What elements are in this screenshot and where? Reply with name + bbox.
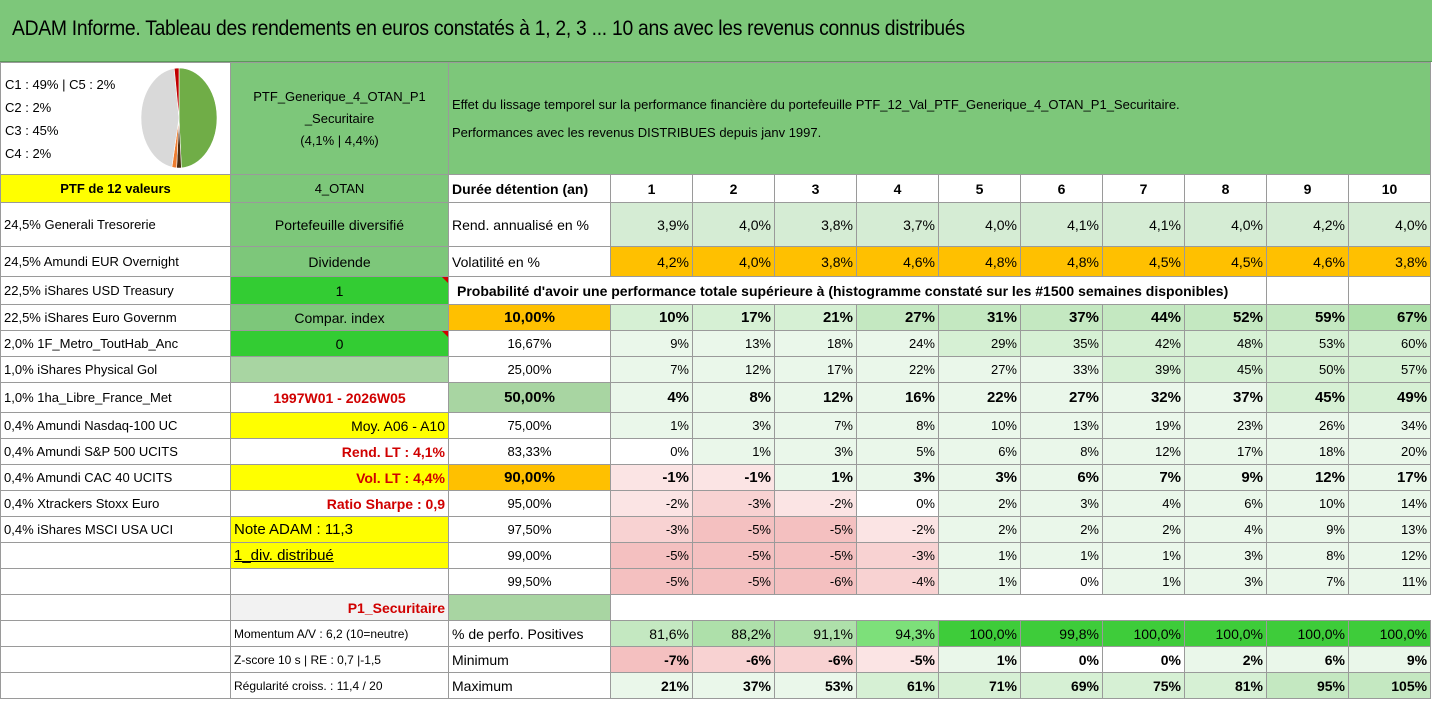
- positives-value[interactable]: 100,0%: [1267, 621, 1349, 647]
- year-header[interactable]: 2: [693, 175, 775, 203]
- proba-value[interactable]: 7%: [775, 413, 857, 439]
- proba-value[interactable]: 23%: [1185, 413, 1267, 439]
- proba-value[interactable]: 1%: [693, 439, 775, 465]
- proba-value[interactable]: 60%: [1349, 331, 1431, 357]
- table-row: [1, 543, 1431, 569]
- minimum-value[interactable]: -6%: [693, 647, 775, 673]
- proba-value[interactable]: 2%: [1103, 517, 1185, 543]
- proba-value[interactable]: 12%: [775, 383, 857, 413]
- duration-label[interactable]: Durée détention (an): [449, 175, 611, 203]
- vol-value[interactable]: 4,8%: [1021, 247, 1103, 277]
- vol-value[interactable]: 4,6%: [1267, 247, 1349, 277]
- proba-value[interactable]: 53%: [1267, 331, 1349, 357]
- proba-value[interactable]: 2%: [939, 517, 1021, 543]
- rend-value[interactable]: 3,9%: [611, 203, 693, 247]
- proba-value[interactable]: 9%: [1267, 517, 1349, 543]
- proba-value[interactable]: 18%: [775, 331, 857, 357]
- proba-value[interactable]: 2%: [939, 491, 1021, 517]
- portfolio-name-line1: PTF_Generique_4_OTAN_P1: [253, 88, 426, 104]
- maximum-value[interactable]: 75%: [1103, 673, 1185, 699]
- year-header[interactable]: 9: [1267, 175, 1349, 203]
- proba-value[interactable]: 8%: [693, 383, 775, 413]
- rend-value[interactable]: 4,0%: [1349, 203, 1431, 247]
- minimum-value[interactable]: -7%: [611, 647, 693, 673]
- proba-threshold[interactable]: 83,33%: [449, 439, 611, 465]
- pie-slice-c3: [141, 68, 179, 167]
- maximum-value[interactable]: 81%: [1185, 673, 1267, 699]
- year-header[interactable]: 4: [857, 175, 939, 203]
- year-header[interactable]: 8: [1185, 175, 1267, 203]
- maximum-value[interactable]: 37%: [693, 673, 775, 699]
- proba-value[interactable]: 1%: [939, 569, 1021, 595]
- year-header[interactable]: 5: [939, 175, 1021, 203]
- proba-value[interactable]: 67%: [1349, 305, 1431, 331]
- pie-chart: [139, 66, 219, 170]
- proba-threshold[interactable]: 97,50%: [449, 517, 611, 543]
- proba-value[interactable]: -2%: [775, 491, 857, 517]
- proba-value[interactable]: 9%: [611, 331, 693, 357]
- proba-value[interactable]: 12%: [1267, 465, 1349, 491]
- minimum-value[interactable]: 6%: [1267, 647, 1349, 673]
- table-row: [1, 203, 1431, 247]
- year-header[interactable]: 3: [775, 175, 857, 203]
- maximum-value[interactable]: 71%: [939, 673, 1021, 699]
- proba-value[interactable]: 42%: [1103, 331, 1185, 357]
- proba-value[interactable]: 0%: [857, 491, 939, 517]
- proba-value[interactable]: 3%: [939, 465, 1021, 491]
- proba-value[interactable]: 3%: [1185, 543, 1267, 569]
- proba-value[interactable]: 33%: [1021, 357, 1103, 383]
- rend-value[interactable]: 4,2%: [1267, 203, 1349, 247]
- proba-value[interactable]: 21%: [775, 305, 857, 331]
- table-row: [1, 517, 1431, 543]
- proba-value[interactable]: 48%: [1185, 331, 1267, 357]
- table-row: [1, 647, 1431, 673]
- proba-value[interactable]: 12%: [1103, 439, 1185, 465]
- proba-value[interactable]: 1%: [611, 413, 693, 439]
- maximum-value[interactable]: 53%: [775, 673, 857, 699]
- proba-threshold[interactable]: 50,00%: [449, 383, 611, 413]
- positives-value[interactable]: 100,0%: [939, 621, 1021, 647]
- proba-threshold[interactable]: 99,00%: [449, 543, 611, 569]
- pie-cell[interactable]: [1, 63, 231, 175]
- proba-value[interactable]: 39%: [1103, 357, 1185, 383]
- proba-value[interactable]: 7%: [611, 357, 693, 383]
- portfolio-name-line2: _Securitaire: [304, 110, 375, 126]
- compar-value[interactable]: 0: [231, 331, 449, 357]
- minimum-value[interactable]: 1%: [939, 647, 1021, 673]
- proba-value[interactable]: 12%: [1349, 543, 1431, 569]
- proba-value[interactable]: 0%: [1021, 569, 1103, 595]
- proba-value[interactable]: 10%: [1267, 491, 1349, 517]
- holding-item[interactable]: 22,5% iShares USD Treasury: [1, 277, 231, 305]
- holding-item[interactable]: 0,4% Amundi Nasdaq-100 UC: [1, 413, 231, 439]
- dividend-value[interactable]: 1: [231, 277, 449, 305]
- rend-value[interactable]: 3,7%: [857, 203, 939, 247]
- proba-value[interactable]: 27%: [939, 357, 1021, 383]
- proba-value[interactable]: 50%: [1267, 357, 1349, 383]
- proba-value[interactable]: 17%: [693, 305, 775, 331]
- proba-label[interactable]: Probabilité d'avoir une performance totale supérieure à (histogramme constaté sur les #1500 semaines disponibles): [449, 277, 1267, 305]
- positives-value[interactable]: 91,1%: [775, 621, 857, 647]
- proba-value[interactable]: 44%: [1103, 305, 1185, 331]
- portfolio-name-cell[interactable]: [231, 63, 449, 175]
- proba-value[interactable]: -6%: [775, 569, 857, 595]
- table-row: [1, 491, 1431, 517]
- proba-value[interactable]: -5%: [611, 569, 693, 595]
- proba-value[interactable]: -1%: [693, 465, 775, 491]
- maximum-value[interactable]: 69%: [1021, 673, 1103, 699]
- p1-label[interactable]: P1_Securitaire: [231, 595, 449, 621]
- proba-value[interactable]: 8%: [857, 413, 939, 439]
- proba-value[interactable]: 5%: [857, 439, 939, 465]
- ptf-count-header[interactable]: PTF de 12 valeurs: [1, 175, 231, 203]
- holding-item[interactable]: 24,5% Amundi EUR Overnight: [1, 247, 231, 277]
- vol-value[interactable]: 4,0%: [693, 247, 775, 277]
- maximum-value[interactable]: 105%: [1349, 673, 1431, 699]
- proba-threshold[interactable]: 90,00%: [449, 465, 611, 491]
- performance-table: [0, 62, 1431, 699]
- proba-value[interactable]: 1%: [775, 465, 857, 491]
- rend-value[interactable]: 4,1%: [1021, 203, 1103, 247]
- rend-value[interactable]: 4,0%: [939, 203, 1021, 247]
- description-line2: Performances avec les revenus DISTRIBUES depuis janv 1997.: [452, 124, 822, 140]
- proba-value[interactable]: 45%: [1267, 383, 1349, 413]
- proba-value[interactable]: -4%: [857, 569, 939, 595]
- empty-cell[interactable]: [1, 647, 231, 673]
- table-row: [1, 595, 1431, 621]
- proba-value[interactable]: 59%: [1267, 305, 1349, 331]
- maximum-value[interactable]: 21%: [611, 673, 693, 699]
- description-line1: Effet du lissage temporel sur la performance financière du portefeuille PTF_12_Val_PTF_Generique_4_OTAN_P1_Securitaire.: [452, 96, 1180, 112]
- empty-cell[interactable]: [1, 543, 231, 569]
- report-title: ADAM Informe. Tableau des rendements en euros constatés à 1, 2, 3 ... 10 ans avec les revenus connus distribués: [12, 17, 965, 40]
- year-header[interactable]: 6: [1021, 175, 1103, 203]
- proba-value[interactable]: -2%: [611, 491, 693, 517]
- proba-value[interactable]: 52%: [1185, 305, 1267, 331]
- proba-value[interactable]: -3%: [693, 491, 775, 517]
- rend-value[interactable]: 4,1%: [1103, 203, 1185, 247]
- positives-value[interactable]: 99,8%: [1021, 621, 1103, 647]
- empty-cell[interactable]: [231, 569, 449, 595]
- empty-cell[interactable]: [1349, 277, 1431, 305]
- proba-value[interactable]: 6%: [939, 439, 1021, 465]
- proba-value[interactable]: 32%: [1103, 383, 1185, 413]
- table-row: [1, 305, 1431, 331]
- proba-value[interactable]: 8%: [1021, 439, 1103, 465]
- proba-value[interactable]: -5%: [693, 517, 775, 543]
- proba-value[interactable]: 14%: [1349, 491, 1431, 517]
- pie-legend-item: C4 : 2%: [5, 145, 52, 161]
- table-row: [1, 331, 1431, 357]
- maximum-value[interactable]: 61%: [857, 673, 939, 699]
- year-header[interactable]: 1: [611, 175, 693, 203]
- proba-value[interactable]: 27%: [1021, 383, 1103, 413]
- proba-value[interactable]: 17%: [1349, 465, 1431, 491]
- vol-value[interactable]: 4,8%: [939, 247, 1021, 277]
- proba-value[interactable]: 12%: [693, 357, 775, 383]
- proba-value[interactable]: 49%: [1349, 383, 1431, 413]
- proba-value[interactable]: -5%: [611, 543, 693, 569]
- table-row: [1, 673, 1431, 699]
- proba-value[interactable]: 8%: [1267, 543, 1349, 569]
- proba-value[interactable]: 4%: [611, 383, 693, 413]
- pie-legend-item: C1 : 49% | C5 : 2%: [5, 76, 116, 92]
- portfolio-name-line3: (4,1% | 4,4%): [300, 132, 379, 148]
- proba-value[interactable]: 11%: [1349, 569, 1431, 595]
- pie-legend-item: C2 : 2%: [5, 99, 52, 115]
- proba-value[interactable]: 45%: [1185, 357, 1267, 383]
- proba-value[interactable]: 26%: [1267, 413, 1349, 439]
- proba-value[interactable]: 6%: [1021, 465, 1103, 491]
- proba-value[interactable]: 20%: [1349, 439, 1431, 465]
- proba-value[interactable]: 29%: [939, 331, 1021, 357]
- proba-value[interactable]: 9%: [1185, 465, 1267, 491]
- proba-threshold[interactable]: 25,00%: [449, 357, 611, 383]
- positives-value[interactable]: 100,0%: [1103, 621, 1185, 647]
- proba-value[interactable]: 4%: [1185, 517, 1267, 543]
- positives-value[interactable]: 88,2%: [693, 621, 775, 647]
- positives-value[interactable]: 81,6%: [611, 621, 693, 647]
- positives-value[interactable]: 94,3%: [857, 621, 939, 647]
- table-row: [1, 413, 1431, 439]
- proba-value[interactable]: 34%: [1349, 413, 1431, 439]
- sharpe-label[interactable]: Ratio Sharpe : 0,9: [231, 491, 449, 517]
- proba-value[interactable]: -5%: [775, 517, 857, 543]
- proba-value[interactable]: 4%: [1103, 491, 1185, 517]
- proba-value[interactable]: 10%: [939, 413, 1021, 439]
- rend-value[interactable]: 4,0%: [693, 203, 775, 247]
- momentum-label[interactable]: Momentum A/V : 6,2 (10=neutre): [231, 621, 449, 647]
- minimum-value[interactable]: -5%: [857, 647, 939, 673]
- proba-value[interactable]: 57%: [1349, 357, 1431, 383]
- moy-label[interactable]: Moy. A06 - A10: [231, 413, 449, 439]
- proba-value[interactable]: 6%: [1185, 491, 1267, 517]
- holding-item[interactable]: 24,5% Generali Tresorerie: [1, 203, 231, 247]
- pie-legend-item: C3 : 45%: [5, 122, 59, 138]
- minimum-value[interactable]: 9%: [1349, 647, 1431, 673]
- rend-value[interactable]: 4,0%: [1185, 203, 1267, 247]
- proba-value[interactable]: -2%: [857, 517, 939, 543]
- proba-value[interactable]: 18%: [1267, 439, 1349, 465]
- proba-value[interactable]: -5%: [693, 569, 775, 595]
- proba-value[interactable]: 1%: [1103, 569, 1185, 595]
- div-distrib[interactable]: 1_div. distribué: [231, 543, 449, 569]
- vol-value[interactable]: 4,6%: [857, 247, 939, 277]
- proba-threshold[interactable]: 99,50%: [449, 569, 611, 595]
- empty-cell[interactable]: [1, 673, 231, 699]
- proba-value[interactable]: 1%: [1103, 543, 1185, 569]
- proba-value[interactable]: 10%: [611, 305, 693, 331]
- vol-label[interactable]: Volatilité en %: [449, 247, 611, 277]
- maximum-value[interactable]: 95%: [1267, 673, 1349, 699]
- table-row: [1, 277, 1431, 305]
- proba-value[interactable]: 2%: [1021, 517, 1103, 543]
- rend-lt-label[interactable]: Rend. LT : 4,1%: [231, 439, 449, 465]
- proba-value[interactable]: 31%: [939, 305, 1021, 331]
- description-cell[interactable]: [449, 63, 1431, 175]
- minimum-value[interactable]: 0%: [1021, 647, 1103, 673]
- proba-value[interactable]: -5%: [693, 543, 775, 569]
- holding-item[interactable]: 0,4% iShares MSCI USA UCI: [1, 517, 231, 543]
- proba-value[interactable]: 16%: [857, 383, 939, 413]
- positives-value[interactable]: 100,0%: [1185, 621, 1267, 647]
- vol-value[interactable]: 4,5%: [1103, 247, 1185, 277]
- proba-threshold[interactable]: 16,67%: [449, 331, 611, 357]
- holding-item[interactable]: 1,0% 1ha_Libre_France_Met: [1, 383, 231, 413]
- note-adam[interactable]: Note ADAM : 11,3: [231, 517, 449, 543]
- title-banner: [0, 0, 1432, 62]
- proba-threshold[interactable]: 75,00%: [449, 413, 611, 439]
- empty-cell[interactable]: [1, 621, 231, 647]
- period-label[interactable]: 1997W01 - 2026W05: [231, 383, 449, 413]
- year-header[interactable]: 7: [1103, 175, 1185, 203]
- proba-threshold[interactable]: 10,00%: [449, 305, 611, 331]
- rend-label[interactable]: Rend. annualisé en %: [449, 203, 611, 247]
- proba-value[interactable]: 22%: [939, 383, 1021, 413]
- proba-value[interactable]: 3%: [1185, 569, 1267, 595]
- table-row: [1, 247, 1431, 277]
- proba-value[interactable]: 0%: [611, 439, 693, 465]
- pie-slice-c1: [179, 68, 217, 168]
- proba-value[interactable]: -3%: [857, 543, 939, 569]
- holding-item[interactable]: 0,4% Amundi CAC 40 UCITS: [1, 465, 231, 491]
- minimum-value[interactable]: 2%: [1185, 647, 1267, 673]
- vol-value[interactable]: 4,5%: [1185, 247, 1267, 277]
- table-row: [1, 465, 1431, 491]
- proba-value[interactable]: 17%: [1185, 439, 1267, 465]
- table-row: [1, 357, 1431, 383]
- proba-value[interactable]: 22%: [857, 357, 939, 383]
- vol-value[interactable]: 3,8%: [775, 247, 857, 277]
- empty-cell[interactable]: [231, 357, 449, 383]
- minimum-value[interactable]: 0%: [1103, 647, 1185, 673]
- proba-value[interactable]: 27%: [857, 305, 939, 331]
- proba-value[interactable]: -1%: [611, 465, 693, 491]
- positives-label[interactable]: % de perfo. Positives: [449, 621, 611, 647]
- vol-lt-label[interactable]: Vol. LT : 4,4%: [231, 465, 449, 491]
- compar-label[interactable]: Compar. index: [231, 305, 449, 331]
- table-row: [1, 175, 1431, 203]
- diversified-label[interactable]: Portefeuille diversifié: [231, 203, 449, 247]
- year-header[interactable]: 10: [1349, 175, 1431, 203]
- holding-item[interactable]: 0,4% Amundi S&P 500 UCITS: [1, 439, 231, 465]
- proba-value[interactable]: 19%: [1103, 413, 1185, 439]
- proba-value[interactable]: 3%: [693, 413, 775, 439]
- holding-item[interactable]: 0,4% Xtrackers Stoxx Euro: [1, 491, 231, 517]
- otan-header[interactable]: 4_OTAN: [231, 175, 449, 203]
- holding-item[interactable]: 1,0% iShares Physical Gol: [1, 357, 231, 383]
- holding-item[interactable]: 2,0% 1F_Metro_ToutHab_Anc: [1, 331, 231, 357]
- empty-cell[interactable]: [1267, 277, 1349, 305]
- table-row: [1, 569, 1431, 595]
- vol-value[interactable]: 4,2%: [611, 247, 693, 277]
- vol-value[interactable]: 3,8%: [1349, 247, 1431, 277]
- proba-value[interactable]: -5%: [775, 543, 857, 569]
- empty-cell[interactable]: [1, 595, 231, 621]
- proba-value[interactable]: 37%: [1185, 383, 1267, 413]
- holding-item[interactable]: 22,5% iShares Euro Governm: [1, 305, 231, 331]
- table-row: [1, 621, 1431, 647]
- proba-value[interactable]: 3%: [857, 465, 939, 491]
- proba-value[interactable]: 35%: [1021, 331, 1103, 357]
- proba-threshold[interactable]: 95,00%: [449, 491, 611, 517]
- empty-cell[interactable]: [611, 595, 1431, 621]
- dividend-label[interactable]: Dividende: [231, 247, 449, 277]
- proba-value[interactable]: 13%: [1021, 413, 1103, 439]
- proba-value[interactable]: 1%: [1021, 543, 1103, 569]
- proba-value[interactable]: 7%: [1103, 465, 1185, 491]
- proba-value[interactable]: 3%: [775, 439, 857, 465]
- proba-value[interactable]: 3%: [1021, 491, 1103, 517]
- minimum-label[interactable]: Minimum: [449, 647, 611, 673]
- proba-value[interactable]: 13%: [693, 331, 775, 357]
- proba-value[interactable]: 13%: [1349, 517, 1431, 543]
- proba-value[interactable]: 37%: [1021, 305, 1103, 331]
- regularite-label[interactable]: Régularité croiss. : 11,4 / 20: [231, 673, 449, 699]
- positives-value[interactable]: 100,0%: [1349, 621, 1431, 647]
- empty-cell[interactable]: [449, 595, 611, 621]
- table-row: [1, 63, 1431, 175]
- empty-cell[interactable]: [1, 569, 231, 595]
- proba-value[interactable]: 1%: [939, 543, 1021, 569]
- zscore-label[interactable]: Z-score 10 s | RE : 0,7 |-1,5: [231, 647, 449, 673]
- maximum-label[interactable]: Maximum: [449, 673, 611, 699]
- minimum-value[interactable]: -6%: [775, 647, 857, 673]
- proba-value[interactable]: -3%: [611, 517, 693, 543]
- proba-value[interactable]: 24%: [857, 331, 939, 357]
- proba-value[interactable]: 17%: [775, 357, 857, 383]
- table-row: [1, 383, 1431, 413]
- rend-value[interactable]: 3,8%: [775, 203, 857, 247]
- proba-value[interactable]: 7%: [1267, 569, 1349, 595]
- table-row: [1, 439, 1431, 465]
